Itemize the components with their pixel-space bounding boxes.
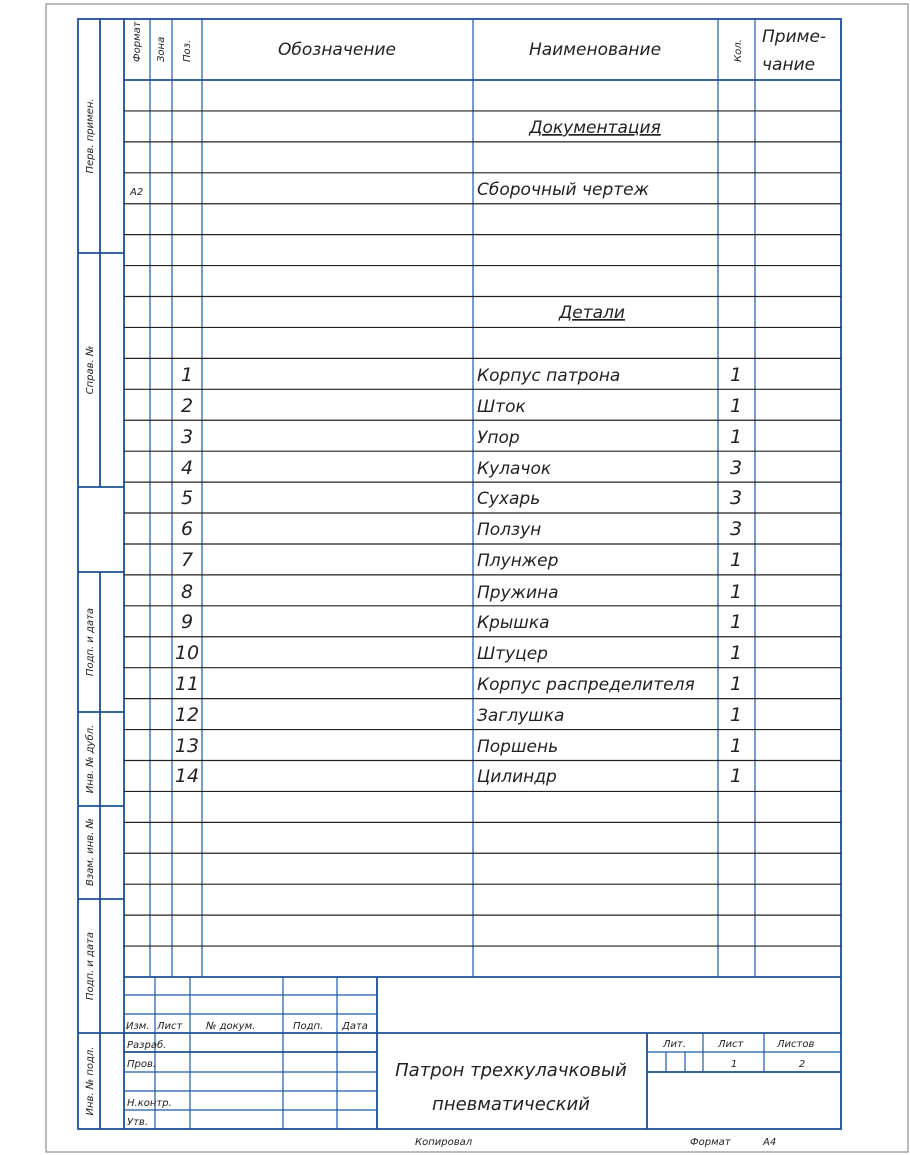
header-note-1: Приме- [762,27,827,47]
tb-prov: Пров. [127,1059,157,1070]
part-pos: 1 [180,364,194,386]
side-label-inv-dubl: Инв. № дубл. [85,724,96,794]
part-qty: 1 [729,581,743,603]
header-qty: Кол. [733,39,744,62]
part-qty: 1 [729,673,743,695]
part-pos: 2 [180,395,194,417]
header-name: Наименование [528,40,662,60]
part-qty: 1 [729,642,743,664]
part-row [175,704,742,726]
side-label-podp-data: Подп. и дата [85,607,96,677]
part-name: Упор [477,428,520,448]
tb-list-value: 1 [730,1059,738,1070]
part-pos: 6 [180,518,194,540]
tb-listov-value: 2 [798,1059,806,1070]
part-name: Корпус патрона [477,366,621,386]
part-pos: 8 [180,581,194,603]
part-row [181,611,742,633]
part-qty: 1 [729,426,743,448]
header-format: Формат [132,21,143,62]
part-row [181,457,742,479]
header-zone: Зона [156,36,167,62]
tb-title-line1: Патрон трехкулачковый [395,1060,627,1081]
part-row [175,642,742,664]
part-qty: 1 [729,735,743,757]
part-qty: 3 [729,487,743,509]
side-label-inv-podl: Инв. № подл. [85,1046,96,1116]
part-qty: 1 [729,364,743,386]
part-qty: 1 [729,549,743,571]
part-name: Цилиндр [477,767,557,787]
side-label-vzam-inv: Взам. инв. № [85,818,96,886]
part-name: Пружина [477,583,559,603]
header-pos: Поз. [182,39,193,62]
side-label-podp-data-2: Подп. и дата [85,931,96,1001]
part-name: Ползун [477,520,542,540]
tb-n-kontr: Н.контр. [127,1098,172,1109]
part-row [175,765,742,787]
parts-list [175,364,742,787]
section-parts: Детали [559,303,625,323]
footer-format-label: Формат [690,1137,731,1148]
part-qty: 1 [729,704,743,726]
tb-listov: Листов [777,1039,815,1050]
part-name: Шток [477,397,526,417]
part-pos: 5 [180,487,194,509]
page-edge [46,4,908,1152]
header-note-2: чание [762,55,816,75]
part-qty: 1 [729,611,743,633]
tb-col-list: Лист [157,1021,183,1032]
part-row [181,364,742,386]
part-pos: 14 [174,765,200,787]
assembly-format: А2 [130,187,144,198]
part-pos: 4 [180,457,194,479]
part-name: Плунжер [477,551,559,571]
part-name: Крышка [477,613,550,633]
tb-list: Лист [718,1039,744,1050]
side-label-perv-primen: Перв. примен. [85,98,96,174]
part-name: Сухарь [477,489,541,509]
part-pos: 3 [180,426,194,448]
footer-format-value: А4 [763,1137,777,1148]
tb-lit: Лит. [663,1039,687,1050]
part-pos: 12 [174,704,200,726]
part-row [181,518,742,540]
part-qty: 3 [729,518,743,540]
part-row [175,735,742,757]
tb-utv: Утв. [127,1117,148,1128]
tb-title-line2: пневматический [432,1094,590,1115]
part-name: Поршень [477,737,559,757]
tb-col-podp: Подп. [293,1021,324,1032]
part-name: Заглушка [477,706,565,726]
tb-col-izm: Изм. [126,1021,150,1032]
part-row [181,581,742,603]
outer-frame [78,19,841,1129]
tb-razrab: Разраб. [127,1040,167,1051]
part-pos: 10 [174,642,200,664]
part-row [181,487,742,509]
part-qty: 1 [729,765,743,787]
header-designation: Обозначение [278,40,396,60]
part-row [181,395,742,417]
part-pos: 11 [174,673,200,695]
part-row [181,426,742,448]
part-qty: 1 [729,395,743,417]
side-label-sprav: Справ. № [85,345,96,395]
part-pos: 9 [180,611,194,633]
part-pos: 7 [180,549,194,571]
footer-kopiroval: Копировал [415,1137,473,1148]
part-pos: 13 [174,735,200,757]
part-name: Корпус распределителя [477,675,695,695]
part-name: Кулачок [477,459,552,479]
tb-col-docum: № докум. [206,1021,256,1032]
part-name: Штуцер [477,644,548,664]
section-documentation: Документация [529,118,661,138]
assembly-name: Сборочный чертеж [477,180,649,200]
part-qty: 3 [729,457,743,479]
tb-col-data: Дата [342,1021,368,1032]
part-row [181,549,742,571]
part-row [175,673,742,695]
